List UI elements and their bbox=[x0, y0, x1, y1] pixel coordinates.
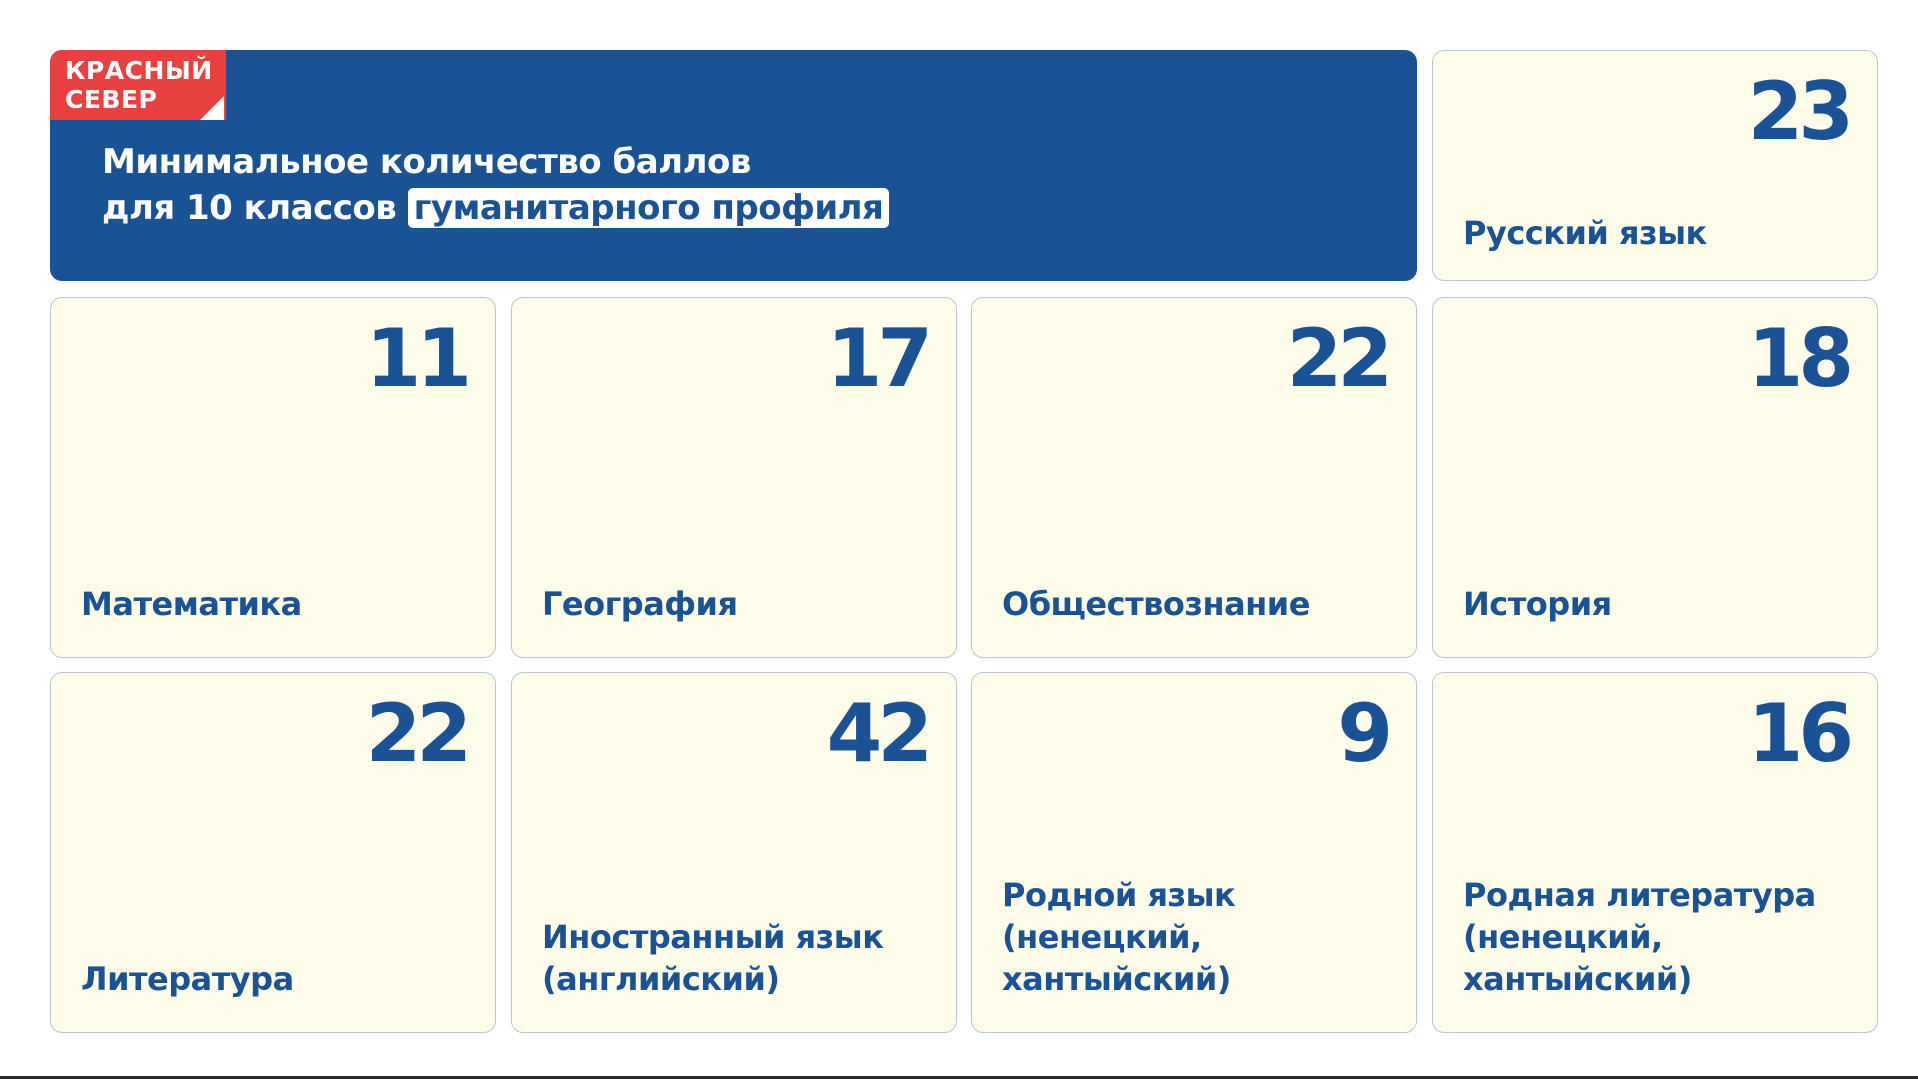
title-line-2-prefix: для 10 классов bbox=[102, 188, 397, 228]
subject-card-russian bbox=[1432, 50, 1878, 281]
subject-card-social-studies bbox=[971, 297, 1417, 658]
logo bbox=[50, 50, 226, 120]
score-value: 23 bbox=[1747, 65, 1849, 158]
page-title bbox=[102, 139, 889, 231]
score-value: 16 bbox=[1747, 687, 1849, 780]
logo-line-1: КРАСНЫЙ bbox=[65, 56, 213, 85]
subject-card-foreign-language bbox=[511, 672, 957, 1033]
subject-label: Математика bbox=[81, 585, 302, 623]
subject-label: География bbox=[542, 585, 738, 623]
score-value: 11 bbox=[365, 312, 467, 405]
subject-card-math bbox=[50, 297, 496, 658]
subject-card-literature bbox=[50, 672, 496, 1033]
subject-label: История bbox=[1463, 585, 1612, 623]
score-value: 18 bbox=[1747, 312, 1849, 405]
title-highlight: гуманитарного профиля bbox=[408, 188, 890, 228]
logo-text bbox=[65, 56, 213, 114]
header-banner bbox=[50, 50, 1417, 281]
subject-label: Литература bbox=[81, 960, 294, 998]
score-value: 9 bbox=[1337, 687, 1388, 780]
score-value: 17 bbox=[826, 312, 928, 405]
subject-label: Обществознание bbox=[1002, 585, 1310, 623]
logo-line-2: СЕВЕР bbox=[65, 85, 158, 114]
score-value: 42 bbox=[826, 687, 928, 780]
score-value: 22 bbox=[365, 687, 467, 780]
subject-label: Иностранный язык (английский) bbox=[542, 918, 884, 998]
score-value: 22 bbox=[1286, 312, 1388, 405]
subject-label: Русский язык bbox=[1463, 214, 1707, 252]
subject-label: Родная литература (ненецкий, хантыйский) bbox=[1463, 876, 1816, 998]
logo-corner-icon bbox=[200, 96, 224, 120]
subject-card-history bbox=[1432, 297, 1878, 658]
title-line-2 bbox=[102, 185, 889, 231]
subject-card-geography bbox=[511, 297, 957, 658]
subject-card-native-literature bbox=[1432, 672, 1878, 1033]
title-line-1: Минимальное количество баллов bbox=[102, 142, 751, 182]
subject-card-native-language bbox=[971, 672, 1417, 1033]
subject-label: Родной язык (ненецкий, хантыйский) bbox=[1002, 876, 1236, 998]
